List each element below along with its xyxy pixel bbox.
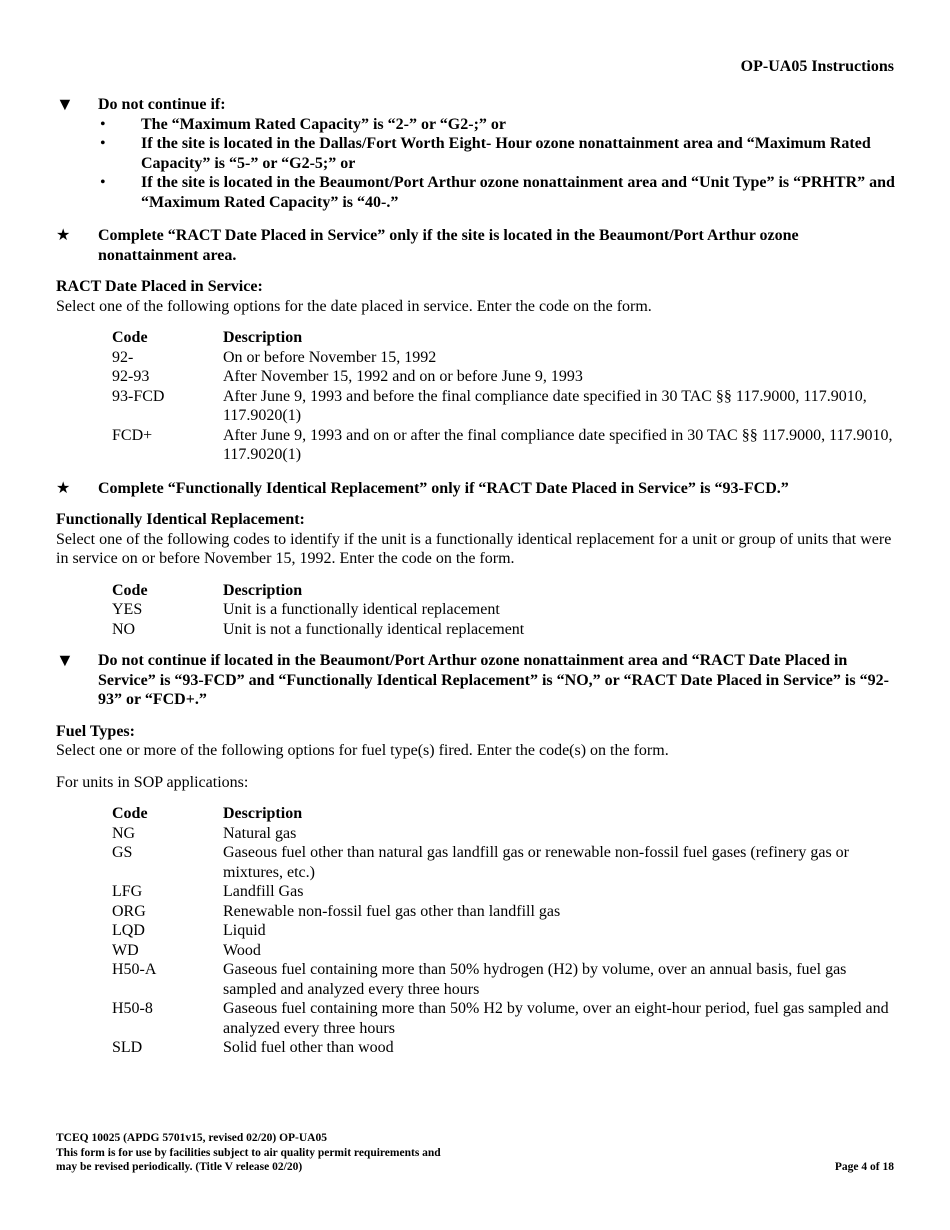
page-footer-form-info bbox=[56, 1131, 441, 1175]
page-header-title: OP-UA05 Instructions bbox=[740, 58, 894, 75]
code-cell: 92- bbox=[112, 348, 134, 366]
note-block-2 bbox=[56, 479, 896, 499]
note-block-1 bbox=[56, 226, 896, 265]
description-cell: Solid fuel other than wood bbox=[223, 1039, 394, 1056]
description-cell: On or before November 15, 1992 bbox=[223, 348, 437, 366]
description-cell: Liquid bbox=[223, 922, 266, 939]
fuel-code-table bbox=[112, 804, 896, 1058]
code-cell: WD bbox=[112, 941, 139, 959]
table-row bbox=[112, 882, 896, 902]
table-row bbox=[112, 999, 896, 1038]
code-cell: 92-93 bbox=[112, 368, 150, 385]
section-instruction: Select one of the following codes to identify if the unit is a functionally identical replacement for a unit or group of units that were in service on or before November 15, 1992. Enter the code on the form. bbox=[56, 530, 892, 567]
description-cell: Natural gas bbox=[223, 824, 297, 842]
fir-code-table bbox=[112, 581, 896, 640]
description-cell: Renewable non-fossil fuel gas other than landfill gas bbox=[223, 902, 561, 920]
code-cell: H50-8 bbox=[112, 1000, 153, 1017]
page-number: Page 4 of 18 bbox=[834, 1161, 894, 1173]
column-header-description: Description bbox=[223, 581, 303, 599]
code-cell: NG bbox=[112, 824, 136, 842]
table-header-row bbox=[112, 581, 896, 601]
code-cell: SLD bbox=[112, 1039, 143, 1056]
sop-note: For units in SOP applications: bbox=[56, 773, 249, 791]
footer-line: TCEQ 10025 (APDG 5701v15, revised 02/20) OP-UA05 bbox=[56, 1132, 327, 1144]
table-header-row bbox=[112, 804, 896, 824]
star-icon: ★ bbox=[56, 227, 71, 244]
ract-code-table bbox=[112, 328, 896, 465]
section-instruction: Select one or more of the following options for fuel type(s) fired. Enter the code(s) on the form. bbox=[56, 742, 669, 759]
column-header-description: Description bbox=[223, 329, 303, 346]
code-cell: GS bbox=[112, 844, 133, 861]
table-row bbox=[112, 620, 896, 640]
table-row bbox=[112, 426, 896, 465]
table-row bbox=[112, 824, 896, 844]
note-text: Complete “RACT Date Placed in Service” only if the site is located in the Beaumont/Port Arthur ozone nonattainment area. bbox=[98, 227, 799, 264]
footer-line: may be revised periodically. (Title V release 02/20) bbox=[56, 1161, 303, 1173]
section-instruction: Select one of the following options for the date placed in service. Enter the code on the form. bbox=[56, 297, 652, 315]
table-row bbox=[112, 902, 896, 922]
description-cell: Unit is not a functionally identical replacement bbox=[223, 620, 525, 638]
description-cell: Gaseous fuel containing more than 50% H2 by volume, over an eight-hour period, fuel gas sampled and analyzed every three hours bbox=[223, 1000, 889, 1037]
code-cell: ORG bbox=[112, 902, 146, 920]
section-heading-fir: Functionally Identical Replacement: bbox=[56, 511, 305, 528]
bullet-icon: • bbox=[100, 115, 106, 133]
stop-triangle-icon: ▼ bbox=[56, 650, 74, 670]
star-icon: ★ bbox=[56, 479, 71, 497]
column-header-description: Description bbox=[223, 805, 303, 822]
code-cell: H50-A bbox=[112, 961, 157, 978]
list-item: • The “Maximum Rated Capacity” is “2-” or “G2-;” or bbox=[100, 115, 506, 133]
note-text: Complete “Functionally Identical Replacement” only if “RACT Date Placed in Service” is “93-FCD.” bbox=[98, 479, 789, 497]
section-heading-ract: RACT Date Placed in Service: bbox=[56, 278, 263, 295]
description-cell: Gaseous fuel other than natural gas landfill gas or renewable non-fossil fuel gases (refinery gas or mixtures, etc.) bbox=[223, 844, 850, 881]
table-row bbox=[112, 348, 896, 368]
table-row bbox=[112, 843, 896, 882]
table-row bbox=[112, 960, 896, 999]
code-cell: YES bbox=[112, 601, 143, 618]
table-row bbox=[112, 1038, 896, 1058]
footer-line: This form is for use by facilities subject to air quality permit requirements and bbox=[56, 1146, 441, 1159]
table-row bbox=[112, 600, 896, 620]
table-row bbox=[112, 921, 896, 941]
stop-conditions-list bbox=[98, 115, 896, 213]
stop-condition-block-2 bbox=[56, 651, 896, 710]
description-cell: After November 15, 1992 and on or before June 9, 1993 bbox=[223, 368, 583, 385]
description-cell: Landfill Gas bbox=[223, 883, 304, 900]
table-row bbox=[112, 367, 896, 387]
code-cell: 93-FCD bbox=[112, 387, 165, 405]
bullet-icon: • bbox=[100, 135, 106, 152]
description-cell: Wood bbox=[223, 941, 261, 959]
column-header-code: Code bbox=[112, 805, 148, 822]
description-cell: Gaseous fuel containing more than 50% hydrogen (H2) by volume, over an annual basis, fuel gas sampled and analyzed every three hours bbox=[223, 961, 847, 998]
stop-triangle-icon: ▼ bbox=[56, 94, 74, 114]
list-item: • If the site is located in the Dallas/Fort Worth Eight- Hour ozone nonattainment area and “Maximum Rated Capacity” is “5-” or “G2-5;” or bbox=[100, 135, 871, 172]
description-cell: After June 9, 1993 and on or after the final compliance date specified in 30 TAC §§ 117.9000, 117.9010, 117.9020(1) bbox=[223, 426, 893, 463]
code-cell: LFG bbox=[112, 883, 143, 900]
code-cell: NO bbox=[112, 620, 136, 638]
stop-intro-text: Do not continue if: bbox=[98, 96, 226, 113]
table-row bbox=[112, 941, 896, 961]
page-content bbox=[56, 95, 896, 1058]
description-cell: Unit is a functionally identical replacement bbox=[223, 601, 500, 618]
code-cell: FCD+ bbox=[112, 426, 153, 444]
description-cell: After June 9, 1993 and before the final compliance date specified in 30 TAC §§ 117.9000, 117.9010, 117.9020(1) bbox=[223, 387, 867, 424]
column-header-code: Code bbox=[112, 581, 148, 599]
table-header-row bbox=[112, 328, 896, 348]
list-item: • If the site is located in the Beaumont/Port Arthur ozone nonattainment area and “Unit Type” is “PRHTR” and “Maximum Rated Capacity” is “40-.” bbox=[100, 174, 895, 211]
stop-condition-block-1 bbox=[56, 95, 896, 212]
stop-text: Do not continue if located in the Beaumont/Port Arthur ozone nonattainment area and “RACT Date Placed in Service” is “93-FCD” and “Functionally Identical Replacement” is “NO,” or “RACT Date Placed in Service” is “92-93” or “FCD+.” bbox=[98, 652, 889, 708]
bullet-icon: • bbox=[100, 174, 106, 191]
table-row bbox=[112, 387, 896, 426]
section-heading-fuel: Fuel Types: bbox=[56, 722, 135, 740]
code-cell: LQD bbox=[112, 922, 145, 939]
column-header-code: Code bbox=[112, 329, 148, 346]
